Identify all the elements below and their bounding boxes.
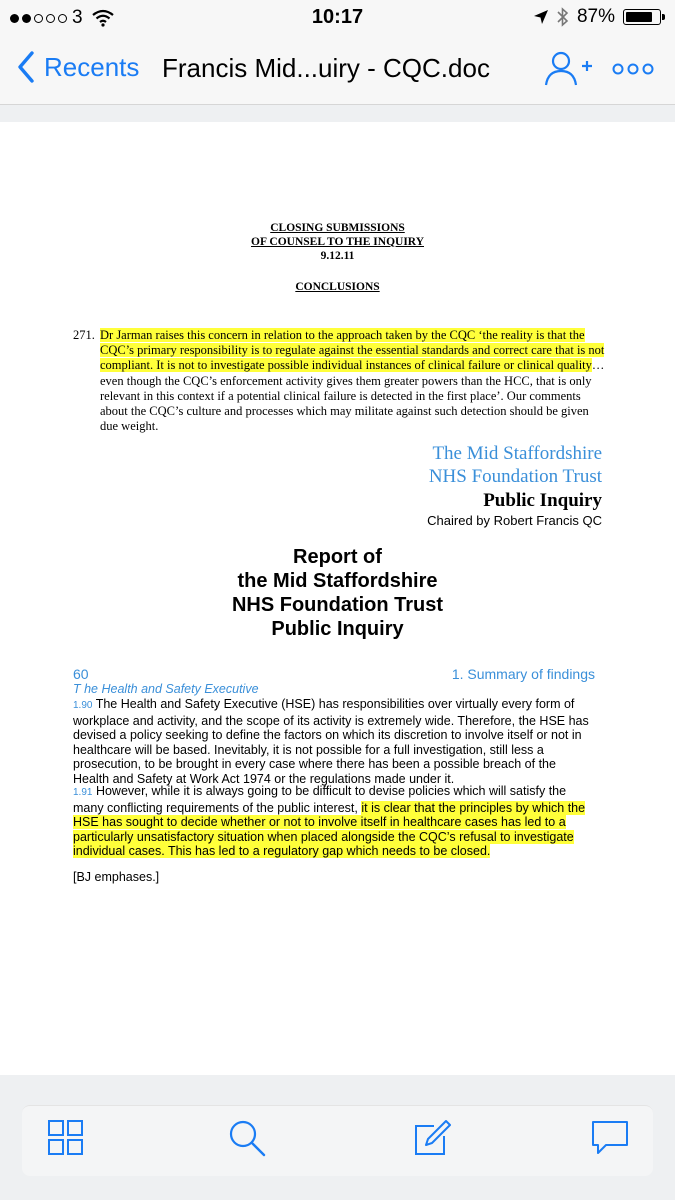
paragraph-1-90 [73,697,593,787]
highlighted-text: Dr Jarman raises this concern in relation to the approach taken by the CQC ‘the reality is that the CQC’s primary responsibility is to regulate against the essential standards and correct care that is not compliant. It is not to investigate possible individual instances of clinical failure or clinical quality [100,328,605,373]
paragraph-number: 271. [73,328,95,342]
battery-fill [626,12,652,22]
emphasis-note: [BJ emphases.] [73,870,160,884]
search-icon[interactable] [227,1118,267,1158]
battery-icon [623,9,661,25]
bottom-toolbar [0,1077,675,1200]
location-arrow-icon [533,9,549,25]
trust-name-line2: NHS Foundation Trust [428,466,602,487]
paragraph-1-91 [73,784,593,859]
navigation-bar [0,36,675,105]
document-viewer[interactable] [0,105,675,1075]
chair-label: Chaired by Robert Francis QC [427,513,602,528]
back-label: Recents [44,51,140,82]
doc-heading-line1: CLOSING SUBMISSIONS [270,222,405,234]
grid-icon[interactable] [46,1118,86,1158]
edit-icon[interactable] [412,1118,452,1158]
chevron-left-icon [16,50,36,84]
paragraph-number: 1.90 [73,700,93,711]
more-icon[interactable] [612,62,654,76]
add-person-icon[interactable] [544,50,594,88]
doc-date: 9.12.11 [320,250,355,262]
bluetooth-icon [557,7,569,27]
report-page-number: 60 [73,666,89,682]
report-title-line2: the Mid Staffordshire [237,570,438,592]
document-page[interactable] [0,122,675,1075]
report-title-line1: Report of [293,546,382,568]
battery-percent: 87% [576,6,615,27]
carrier-name: 3 [72,7,83,28]
report-title-line4: Public Inquiry [271,618,404,640]
back-button[interactable] [16,50,139,84]
report-subheading: T he Health and Safety Executive [73,682,259,696]
comment-icon[interactable] [590,1118,630,1158]
doc-section-heading: CONCLUSIONS [295,281,380,293]
status-bar [0,0,675,36]
highlighted-text: it is clear that the principles by which the HSE has sought to decide whether or not to involve itself in healthcare cases has led to a particularly unsatisfactory situation when placed alongside the CQC’s refusal to investigate individual cases. This has led to a regulatory gap which needs to be closed. [73,800,586,859]
public-inquiry-label: Public Inquiry [483,490,602,511]
doc-heading-line2: OF COUNSEL TO THE INQUIRY [251,236,424,248]
paragraph-number: 1.91 [73,787,93,798]
clock: 10:17 [311,6,364,28]
document-title: Francis Mid...uiry - CQC.doc [162,53,490,83]
paragraph-text: … even though the CQC’s enforcement activity gives them greater powers than the HCC, that is only relevant in this context if a potential clinical failure is detected in the first place’. Our comments about the CQC’s culture and processes which may militate against such detection should be given due weight. [100,358,605,434]
trust-name-line1: The Mid Staffordshire [432,443,602,464]
paragraph-text: The Health and Safety Executive (HSE) has responsibilities over virtually every form of workplace and activity, and the scope of its activity is extremely wide. Therefore, the HSE has devised a policy seeking to define the factors on which its discretion to involve itself or not in healthcare will be based. Inevitably, it is not possible for a full investigation, still less a prosecution, to be brought in every case where there has been a possible breach of the Health and Safety at Work Act 1974 or the regulations made under it. [73,697,589,786]
paragraph-text: However, while it is always going to be difficult to devise policies which will satisfy the many conflicting requirements of the public interest, [73,784,567,815]
report-section-title: 1. Summary of findings [451,666,595,682]
report-title-line3: NHS Foundation Trust [231,594,444,616]
